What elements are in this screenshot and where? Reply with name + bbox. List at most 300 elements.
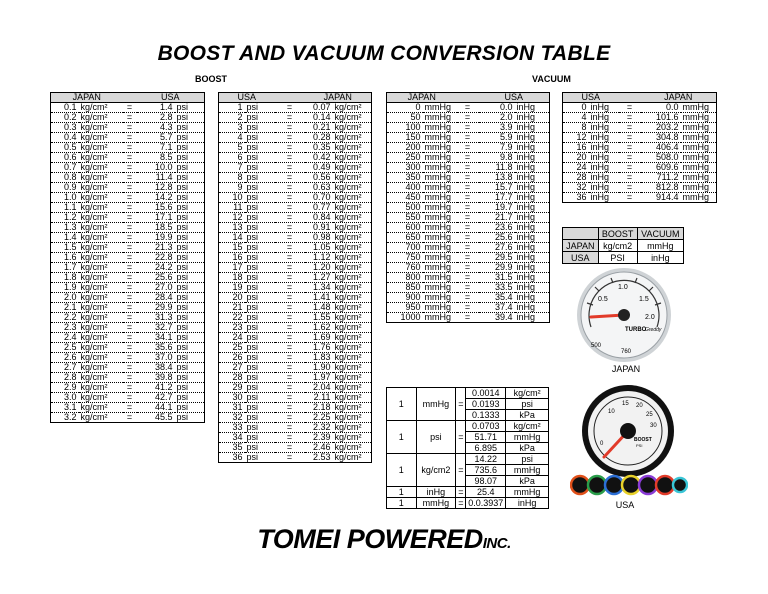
table-row	[51, 113, 205, 123]
table-row	[387, 487, 549, 498]
row-converted-value: 0.98	[305, 233, 333, 243]
gauge-scale-label: 500	[591, 343, 602, 349]
row-converted-unit: inHg	[515, 173, 550, 183]
row-converted-value: 1.97	[305, 373, 333, 383]
row-converted-value: 39.8	[137, 373, 175, 383]
table-row	[387, 421, 549, 432]
gauge-color-variants	[570, 474, 688, 496]
row-unit: inHg	[589, 163, 619, 173]
row-unit: psi	[245, 223, 275, 233]
row-converted-value: 1.55	[305, 313, 333, 323]
row-converted-value: 19.7	[479, 203, 515, 213]
gauge-scale-label: 25	[646, 412, 653, 418]
row-equals: =	[275, 123, 305, 133]
table-row	[51, 393, 205, 403]
table-row	[219, 253, 372, 263]
row-value: 2.0	[51, 293, 79, 303]
row-unit: psi	[245, 343, 275, 353]
row-converted-unit: psi	[175, 173, 205, 183]
row-converted-value: 0.84	[305, 213, 333, 223]
row-converted-unit: psi	[175, 363, 205, 373]
row-equals: =	[123, 383, 137, 393]
row-unit: psi	[245, 313, 275, 323]
row-converted-value: 0.07	[305, 103, 333, 113]
row-unit: kg/cm²	[79, 183, 123, 193]
table-row	[219, 373, 372, 383]
row-equals: =	[123, 103, 137, 113]
row-converted-unit: psi	[175, 333, 205, 343]
boost-section-label: BOOST	[195, 74, 228, 84]
row-converted-value: 8.5	[137, 153, 175, 163]
row-equals: =	[123, 283, 137, 293]
row-unit: psi	[245, 153, 275, 163]
table-row	[387, 283, 550, 293]
conversion-result-value: 14.22	[466, 454, 506, 465]
conversion-quantity: 1	[387, 454, 417, 487]
row-equals: =	[275, 303, 305, 313]
conversion-result-unit: psi	[506, 454, 549, 465]
table-row	[219, 313, 372, 323]
row-converted-value: 32.7	[137, 323, 175, 333]
row-converted-unit: inHg	[515, 203, 550, 213]
table-row	[387, 253, 550, 263]
table-row	[387, 273, 550, 283]
row-converted-unit: inHg	[515, 123, 550, 133]
row-converted-unit: kg/cm²	[333, 453, 372, 463]
row-unit: kg/cm²	[79, 143, 123, 153]
row-unit: mmHg	[423, 263, 457, 273]
conversion-result-unit: kg/cm²	[506, 388, 549, 399]
row-value: 2.2	[51, 313, 79, 323]
row-converted-value: 19.9	[137, 233, 175, 243]
conversion-equals: =	[456, 454, 466, 487]
row-equals: =	[123, 183, 137, 193]
row-converted-value: 2.8	[137, 113, 175, 123]
row-unit: mmHg	[423, 133, 457, 143]
row-equals: =	[123, 153, 137, 163]
row-equals: =	[275, 333, 305, 343]
row-unit: kg/cm²	[79, 203, 123, 213]
column-header-usa: USA	[563, 93, 619, 103]
row-equals: =	[275, 383, 305, 393]
row-converted-unit: inHg	[515, 273, 550, 283]
gauge-scale-label: 30	[650, 423, 657, 429]
row-equals: =	[619, 113, 641, 123]
vacuum-section-label: VACUUM	[532, 74, 571, 84]
column-header-usa: USA	[137, 93, 205, 103]
row-converted-unit: psi	[175, 103, 205, 113]
conversion-source-unit: mmHg	[416, 388, 456, 421]
row-converted-value: 12.8	[137, 183, 175, 193]
row-equals: =	[457, 243, 479, 253]
table-row	[51, 343, 205, 353]
row-unit: psi	[245, 393, 275, 403]
row-converted-value: 0.0	[641, 103, 681, 113]
row-converted-value: 1.34	[305, 283, 333, 293]
row-unit: kg/cm²	[79, 103, 123, 113]
row-equals: =	[275, 323, 305, 333]
row-equals: =	[123, 343, 137, 353]
column-header-spacer	[123, 93, 137, 103]
row-converted-value: 35.4	[479, 293, 515, 303]
row-equals: =	[123, 373, 137, 383]
row-equals: =	[457, 163, 479, 173]
table-row	[219, 233, 372, 243]
row-equals: =	[123, 293, 137, 303]
row-equals: =	[457, 123, 479, 133]
row-converted-unit: inHg	[515, 103, 550, 113]
row-converted-unit: psi	[175, 223, 205, 233]
row-unit: mmHg	[423, 313, 457, 323]
row-converted-value: 27.6	[479, 243, 515, 253]
row-value: 3.0	[51, 393, 79, 403]
row-unit: kg/cm²	[79, 393, 123, 403]
row-converted-unit: kg/cm²	[333, 443, 372, 453]
row-unit: kg/cm²	[79, 363, 123, 373]
row-unit: psi	[245, 283, 275, 293]
row-converted-unit: psi	[175, 133, 205, 143]
row-converted-unit: kg/cm²	[333, 163, 372, 173]
row-converted-unit: psi	[175, 203, 205, 213]
row-converted-value: 24.2	[137, 263, 175, 273]
row-converted-unit: kg/cm²	[333, 193, 372, 203]
column-header-spacer	[619, 93, 641, 103]
row-unit: mmHg	[423, 223, 457, 233]
row-unit: kg/cm²	[79, 243, 123, 253]
table-row	[387, 293, 550, 303]
row-value: 0.8	[51, 173, 79, 183]
row-converted-unit: kg/cm²	[333, 113, 372, 123]
row-equals: =	[123, 263, 137, 273]
table-row	[51, 193, 205, 203]
row-equals: =	[123, 393, 137, 403]
row-converted-unit: psi	[175, 323, 205, 333]
table-row	[563, 193, 717, 203]
row-value: 7	[219, 163, 245, 173]
row-unit: kg/cm²	[79, 343, 123, 353]
table-row	[387, 103, 550, 113]
row-unit: inHg	[589, 143, 619, 153]
row-value: 0.9	[51, 183, 79, 193]
row-converted-value: 4.3	[137, 123, 175, 133]
row-value: 34	[219, 433, 245, 443]
row-equals: =	[275, 163, 305, 173]
conversion-result-unit: kPa	[506, 410, 549, 421]
row-converted-unit: psi	[175, 303, 205, 313]
row-converted-value: 39.4	[479, 313, 515, 323]
row-converted-value: 1.76	[305, 343, 333, 353]
row-equals: =	[275, 213, 305, 223]
row-value: 1	[219, 103, 245, 113]
table-row	[387, 193, 550, 203]
row-value: 0.2	[51, 113, 79, 123]
row-value: 36	[563, 193, 589, 203]
row-value: 32	[563, 183, 589, 193]
row-converted-value: 33.5	[479, 283, 515, 293]
row-value: 16	[219, 253, 245, 263]
row-equals: =	[457, 283, 479, 293]
row-converted-unit: inHg	[515, 133, 550, 143]
row-value: 2.9	[51, 383, 79, 393]
gauge-scale-label: 15	[622, 401, 629, 407]
row-value: 2.6	[51, 353, 79, 363]
row-converted-value: 17.1	[137, 213, 175, 223]
row-value: 2.3	[51, 323, 79, 333]
row-unit: psi	[245, 123, 275, 133]
row-converted-unit: mmHg	[681, 133, 717, 143]
row-unit: psi	[245, 303, 275, 313]
boost-japan-to-usa-table	[50, 92, 205, 423]
row-unit: mmHg	[423, 203, 457, 213]
row-converted-value: 508.0	[641, 153, 681, 163]
row-equals: =	[275, 373, 305, 383]
row-equals: =	[457, 193, 479, 203]
row-converted-unit: kg/cm²	[333, 403, 372, 413]
conversion-result-value: 25.4	[466, 487, 506, 498]
row-unit: kg/cm²	[79, 273, 123, 283]
table-row	[387, 163, 550, 173]
row-equals: =	[275, 233, 305, 243]
row-converted-value: 812.8	[641, 183, 681, 193]
row-converted-value: 304.8	[641, 133, 681, 143]
row-converted-unit: psi	[175, 143, 205, 153]
gauge-variant-icon	[639, 476, 657, 494]
row-equals: =	[123, 313, 137, 323]
row-converted-value: 9.8	[479, 153, 515, 163]
row-value: 3.1	[51, 403, 79, 413]
table-row	[51, 133, 205, 143]
row-value: 700	[387, 243, 423, 253]
row-converted-value: 0.21	[305, 123, 333, 133]
row-converted-unit: kg/cm²	[333, 383, 372, 393]
row-equals: =	[275, 273, 305, 283]
row-value: 16	[563, 143, 589, 153]
table-row	[51, 353, 205, 363]
column-header-japan: JAPAN	[51, 93, 123, 103]
table-row	[563, 183, 717, 193]
row-equals: =	[619, 123, 641, 133]
row-converted-value: 914.4	[641, 193, 681, 203]
row-converted-unit: psi	[175, 403, 205, 413]
vacuum-usa-to-japan-table	[562, 92, 717, 203]
row-converted-unit: inHg	[515, 283, 550, 293]
row-equals: =	[123, 273, 137, 283]
row-value: 33	[219, 423, 245, 433]
row-unit: psi	[245, 323, 275, 333]
table-row	[51, 163, 205, 173]
row-value: 1.5	[51, 243, 79, 253]
table-row	[387, 263, 550, 273]
row-value: 2.5	[51, 343, 79, 353]
row-converted-value: 37.0	[137, 353, 175, 363]
table-row	[51, 263, 205, 273]
row-value: 900	[387, 293, 423, 303]
row-equals: =	[619, 143, 641, 153]
legend-row-usa: USA	[563, 252, 599, 264]
table-row	[51, 103, 205, 113]
row-converted-value: 38.4	[137, 363, 175, 373]
row-unit: mmHg	[423, 293, 457, 303]
row-value: 800	[387, 273, 423, 283]
row-unit: psi	[245, 363, 275, 373]
row-converted-value: 0.49	[305, 163, 333, 173]
row-equals: =	[275, 283, 305, 293]
row-equals: =	[275, 263, 305, 273]
row-converted-value: 1.90	[305, 363, 333, 373]
row-equals: =	[275, 443, 305, 453]
row-converted-unit: kg/cm²	[333, 343, 372, 353]
table-row	[51, 313, 205, 323]
japan-boost-gauge	[571, 267, 677, 363]
row-converted-unit: psi	[175, 233, 205, 243]
table-row	[219, 113, 372, 123]
gauge-unit-label: PSI	[636, 443, 643, 448]
row-value: 0.4	[51, 133, 79, 143]
row-converted-unit: kg/cm²	[333, 123, 372, 133]
row-unit: kg/cm²	[79, 333, 123, 343]
row-value: 3.2	[51, 413, 79, 423]
row-converted-value: 1.69	[305, 333, 333, 343]
row-value: 11	[219, 203, 245, 213]
row-converted-unit: kg/cm²	[333, 223, 372, 233]
row-value: 9	[219, 183, 245, 193]
table-row	[51, 203, 205, 213]
row-unit: psi	[245, 243, 275, 253]
row-converted-unit: psi	[175, 183, 205, 193]
row-converted-unit: psi	[175, 313, 205, 323]
row-converted-unit: inHg	[515, 153, 550, 163]
table-row	[51, 283, 205, 293]
row-converted-unit: psi	[175, 273, 205, 283]
row-converted-unit: kg/cm²	[333, 323, 372, 333]
row-converted-unit: inHg	[515, 183, 550, 193]
row-converted-unit: kg/cm²	[333, 303, 372, 313]
row-equals: =	[275, 293, 305, 303]
row-value: 100	[387, 123, 423, 133]
row-converted-value: 101.6	[641, 113, 681, 123]
row-converted-value: 0.91	[305, 223, 333, 233]
row-value: 1.8	[51, 273, 79, 283]
row-equals: =	[457, 273, 479, 283]
row-converted-value: 2.53	[305, 453, 333, 463]
row-converted-unit: kg/cm²	[333, 253, 372, 263]
row-unit: psi	[245, 453, 275, 463]
conversion-quantity: 1	[387, 421, 417, 454]
row-converted-unit: mmHg	[681, 163, 717, 173]
conversion-result-unit: mmHg	[506, 432, 549, 443]
gauge-scale-label: 760	[621, 349, 632, 355]
table-row	[219, 293, 372, 303]
row-unit: mmHg	[423, 153, 457, 163]
row-converted-unit: mmHg	[681, 123, 717, 133]
row-value: 29	[219, 383, 245, 393]
row-value: 1.9	[51, 283, 79, 293]
row-converted-value: 1.41	[305, 293, 333, 303]
row-equals: =	[123, 123, 137, 133]
row-converted-value: 0.42	[305, 153, 333, 163]
row-equals: =	[123, 133, 137, 143]
table-row	[219, 383, 372, 393]
gauge-scale-label: 10	[608, 409, 615, 415]
row-converted-unit: kg/cm²	[333, 173, 372, 183]
legend-header-boost: BOOST	[598, 228, 637, 240]
row-unit: psi	[245, 103, 275, 113]
row-converted-unit: inHg	[515, 143, 550, 153]
row-unit: psi	[245, 433, 275, 443]
table-row	[387, 223, 550, 233]
row-value: 300	[387, 163, 423, 173]
table-row	[387, 388, 549, 399]
row-equals: =	[619, 103, 641, 113]
row-equals: =	[123, 253, 137, 263]
table-row	[51, 183, 205, 193]
row-unit: psi	[245, 133, 275, 143]
table-row	[51, 253, 205, 263]
row-equals: =	[275, 413, 305, 423]
row-converted-value: 1.05	[305, 243, 333, 253]
row-converted-value: 42.7	[137, 393, 175, 403]
row-converted-unit: inHg	[515, 163, 550, 173]
row-converted-value: 5.7	[137, 133, 175, 143]
row-unit: kg/cm²	[79, 113, 123, 123]
table-row	[387, 498, 549, 509]
row-converted-unit: kg/cm²	[333, 313, 372, 323]
row-unit: kg/cm²	[79, 283, 123, 293]
row-unit: kg/cm²	[79, 213, 123, 223]
usa-boost-gauge	[580, 383, 676, 479]
row-unit: psi	[245, 373, 275, 383]
table-row	[387, 133, 550, 143]
table-row	[387, 183, 550, 193]
row-unit: psi	[245, 423, 275, 433]
row-value: 200	[387, 143, 423, 153]
row-equals: =	[619, 193, 641, 203]
row-equals: =	[123, 353, 137, 363]
row-value: 13	[219, 223, 245, 233]
row-converted-value: 18.5	[137, 223, 175, 233]
row-unit: kg/cm²	[79, 383, 123, 393]
gauge-scale-label: 2.0	[645, 314, 655, 321]
row-unit: psi	[245, 443, 275, 453]
row-value: 27	[219, 363, 245, 373]
row-value: 17	[219, 263, 245, 273]
gauge-brand-label: Greddy	[645, 327, 662, 333]
row-unit: psi	[245, 113, 275, 123]
row-value: 35	[219, 443, 245, 453]
conversion-result-unit: psi	[506, 399, 549, 410]
table-row	[219, 283, 372, 293]
row-value: 0.3	[51, 123, 79, 133]
legend-cell: PSI	[598, 252, 637, 264]
row-equals: =	[457, 233, 479, 243]
row-value: 18	[219, 273, 245, 283]
legend-row-japan: JAPAN	[563, 240, 599, 252]
legend-cell: kg/cm2	[598, 240, 637, 252]
row-converted-value: 2.04	[305, 383, 333, 393]
row-equals: =	[275, 253, 305, 263]
table-row	[563, 123, 717, 133]
row-unit: psi	[245, 293, 275, 303]
logo-suffix-text: INC.	[482, 535, 511, 552]
row-equals: =	[275, 143, 305, 153]
row-unit: mmHg	[423, 143, 457, 153]
row-equals: =	[457, 213, 479, 223]
gauge-variant-icon	[656, 476, 674, 494]
vacuum-japan-to-usa-table	[386, 92, 550, 323]
table-row	[51, 213, 205, 223]
row-unit: mmHg	[423, 183, 457, 193]
row-equals: =	[457, 183, 479, 193]
